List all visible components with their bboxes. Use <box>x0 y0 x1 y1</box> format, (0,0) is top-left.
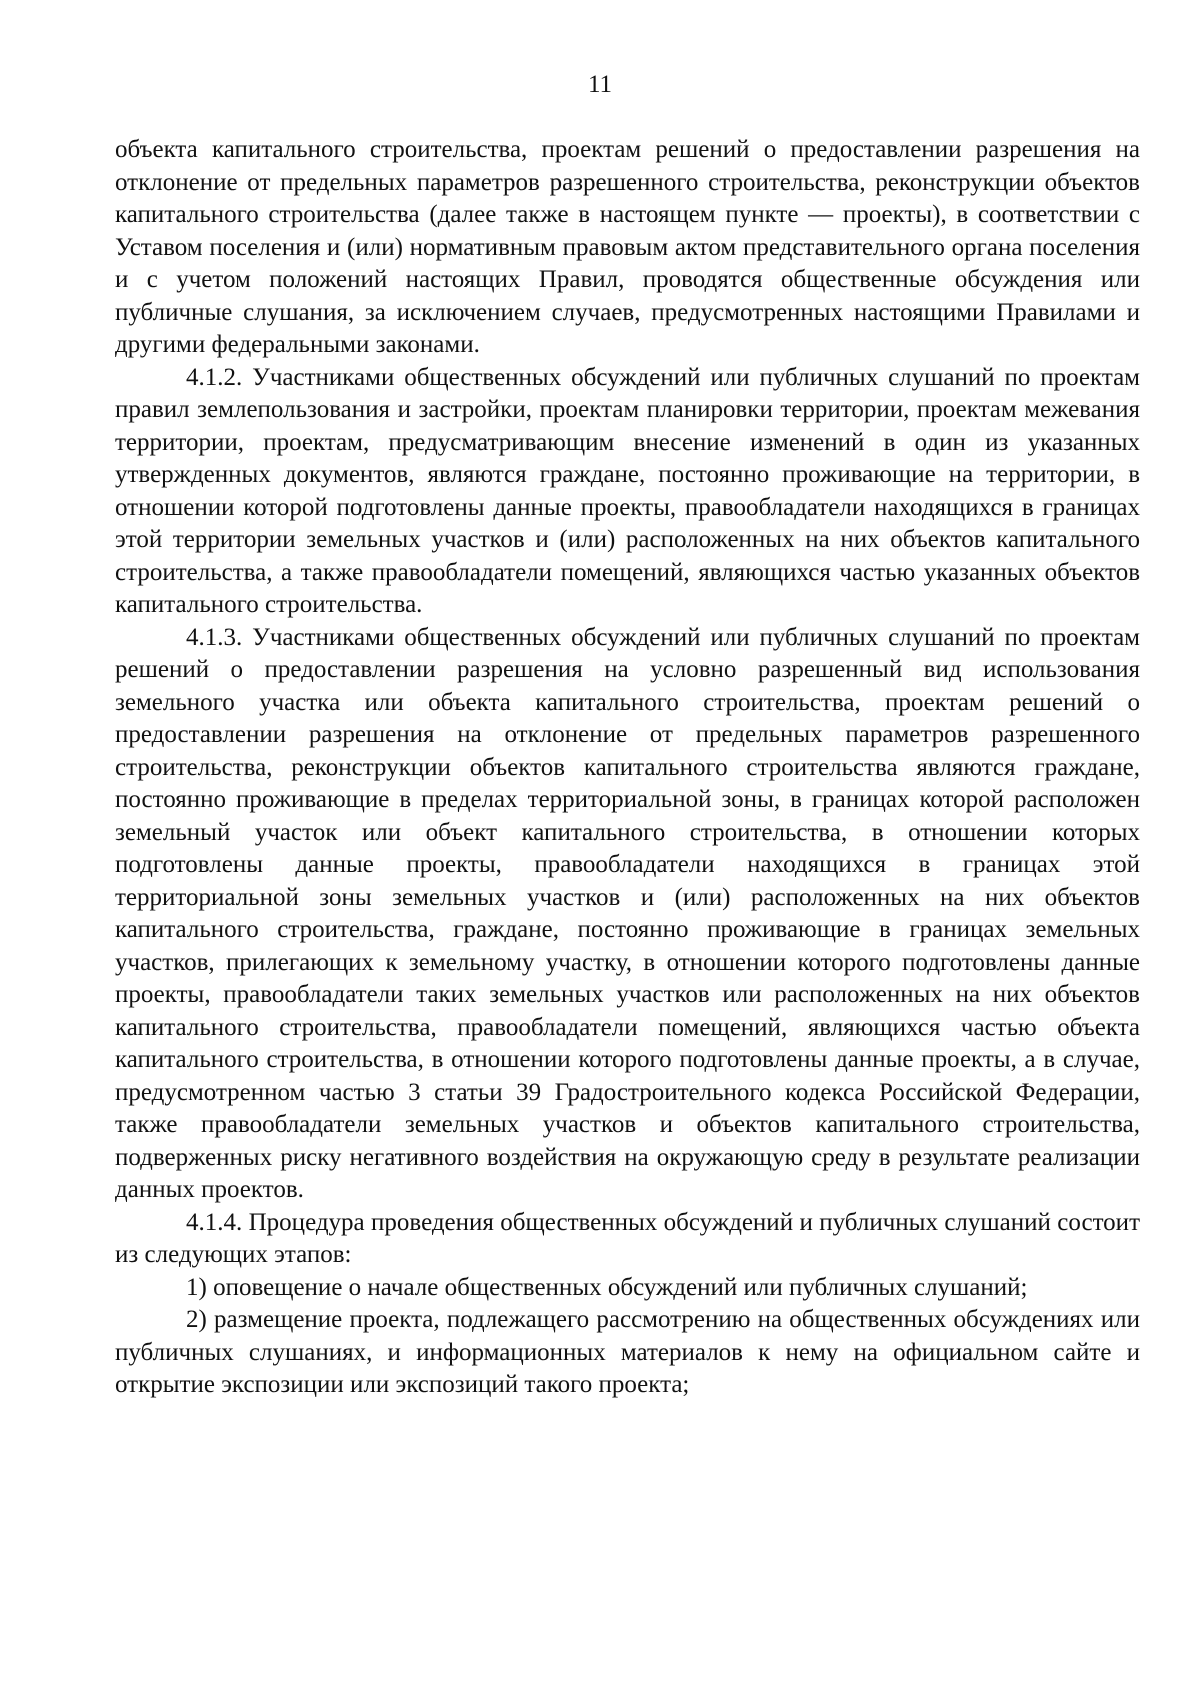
list-item-1: 1) оповещение о начале общественных обсуждений или публичных слушаний; <box>186 1273 1028 1301</box>
paragraph-continuation: объекта капитального строительства, проектам решений о предоставлении разрешения на отклонение от предельных параметров разрешенного строительства, реконструкции объектов капитального строительства (далее также в настоящем пункте — проекты), в соответствии с Уставом поселения и (или) нормативным правовым актом представительного органа поселения и с учетом положений настоящих Правил, проводятся общественные обсуждения или публичные слушания, за исключением случаев, предусмотренных настоящими Правилами и другими федеральными законами. <box>115 136 1140 358</box>
paragraph-4-1-3: 4.1.3. Участниками общественных обсуждений или публичных слушаний по проектам решений о предоставлении разрешения на условно разрешенный вид использования земельного участка или объекта капитального строительства, проектам решений о предоставлении разрешения на отклонение от предельных параметров разрешенного строительства, реконструкции объектов капитального строительства являются граждане, постоянно проживающие в пределах территориальной зоны, в границах которой расположен земельный участок или объект капитального строительства, в отношении которых подготовлены данные проекты, правообладатели находящихся в границах этой территориальной зоны земельных участков и (или) расположенных на них объектов капитального строительства, граждане, постоянно проживающие в границах земельных участков, прилегающих к земельному участку, в отношении которого подготовлены данные проекты, правообладатели таких земельных участков или расположенных на них объектов капитального строительства, правообладатели помещений, являющихся частью объекта капитального строительства, в отношении которого подготовлены данные проекты, а в случае, предусмотренном частью 3 статьи 39 Градостроительного кодекса Российской Федерации, также правообладатели земельных участков и объектов капитального строительства, подверженных риску негативного воздействия на окружающую среду в результате реализации данных проектов. <box>115 623 1140 1203</box>
list-item-2: 2) размещение проекта, подлежащего рассмотрению на общественных обсуждениях или публичных слушаниях, и информационных материалов к нему на официальном сайте и открытие экспозиции или экспозиций такого проекта; <box>115 1306 1140 1398</box>
page-number: 11 <box>587 71 613 98</box>
document-body <box>115 134 1140 1402</box>
paragraph-4-1-2: 4.1.2. Участниками общественных обсуждений или публичных слушаний по проектам правил землепользования и застройки, проектам планировки территории, проектам межевания территории, проектам, предусматривающим внесение изменений в один из указанных утвержденных документов, являются граждане, постоянно проживающие на территории, в отношении которой подготовлены данные проекты, правообладатели находящихся в границах этой территории земельных участков и (или) расположенных на них объектов капитального строительства, а также правообладатели помещений, являющихся частью указанных объектов капитального строительства. <box>115 363 1140 618</box>
paragraph-4-1-4: 4.1.4. Процедура проведения общественных обсуждений и публичных слушаний состоит из следующих этапов: <box>115 1208 1140 1268</box>
